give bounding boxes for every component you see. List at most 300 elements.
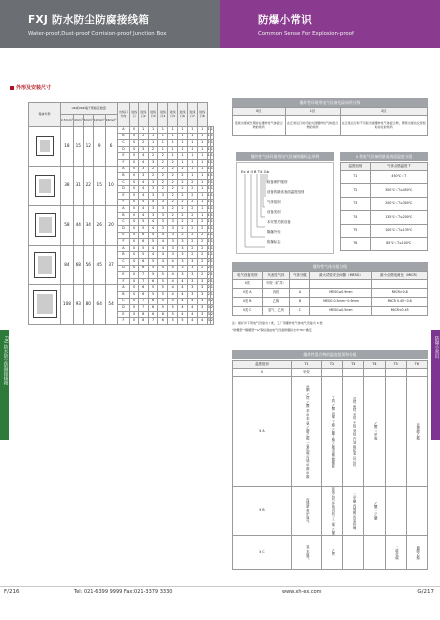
table-cell: 4 <box>138 186 148 193</box>
table-cell: 3 <box>148 192 158 199</box>
table-cell: 1 <box>210 232 213 239</box>
table-cell: 3 <box>168 252 178 259</box>
th-size-6: 6mm² <box>83 115 93 127</box>
table-cell: 2 <box>148 166 158 173</box>
class-table <box>232 360 428 570</box>
table-cell: 1 <box>210 127 213 134</box>
table-cell: E <box>117 311 130 318</box>
table-cell: 0 <box>130 219 138 226</box>
temp-group: T4 <box>341 211 371 224</box>
th-size-2-5: 2.5mm² <box>61 115 74 127</box>
temp-group: T6 <box>341 237 371 250</box>
table-cell: 3 <box>197 311 207 318</box>
table-cell: 4 <box>178 291 188 298</box>
table-cell: 1 <box>197 173 207 180</box>
table-row <box>233 377 428 487</box>
table-cell: 6 <box>148 311 158 318</box>
gas-cell: II类 C <box>233 307 263 316</box>
table-cell: 3 <box>197 298 207 305</box>
table-cell: C <box>117 219 130 226</box>
table-cell: 1 <box>210 278 213 285</box>
table-cell: 2 <box>158 166 168 173</box>
gas-note-0: 注：煤矿井下用电气设备为 I 类，工厂用爆炸性气体电气设备为 II 类 <box>232 321 323 325</box>
class-cell: 丙烯腈 焦炉煤气 <box>292 487 322 536</box>
table-cell: 1 <box>210 212 213 219</box>
table-cell: 4 <box>187 298 197 305</box>
table-cell: 3 <box>178 258 188 265</box>
table-cell: 4 <box>178 285 188 292</box>
table-cell: 2 <box>187 225 197 232</box>
table-cell: 2 <box>187 239 197 246</box>
gas-col-header: 最大试验安全间隙（MESG） <box>310 272 372 280</box>
temp-table-title: II 类电气设备的最高表面温度分组 <box>340 152 428 161</box>
table-cell: 1 <box>197 179 207 186</box>
gas-col-header: 最小点燃电流比（MICR） <box>372 272 428 280</box>
table-cell: 1 <box>210 199 213 206</box>
table-cell: 2 <box>138 133 148 140</box>
table-row <box>233 535 428 569</box>
table-cell: 3 <box>187 278 197 285</box>
footer-divider <box>0 586 440 587</box>
table-cell: 5 <box>148 258 158 265</box>
terminal-count: 58 <box>61 206 74 246</box>
table-cell: 1 <box>210 245 213 252</box>
marking-diagram <box>236 162 334 254</box>
table-cell: 1 <box>210 285 213 292</box>
table-cell: 3 <box>168 219 178 226</box>
terminal-count: 38 <box>61 166 74 206</box>
table-cell: 3 <box>158 192 168 199</box>
terminal-count: 84 <box>61 245 74 285</box>
table-cell: 1 <box>197 166 207 173</box>
class-cell: 丙酮 乙烷 乙酸 苯 甲苯 氨 乙酸乙酯 一氧化碳 丙烯 甲醇 甲酸 <box>292 377 322 487</box>
table-cell: 2 <box>210 311 213 318</box>
table-cell: D <box>117 305 130 312</box>
th-size-16: 16mm² <box>105 115 117 127</box>
table-row <box>233 289 428 298</box>
table-cell: B <box>117 173 130 180</box>
table-cell: 0 <box>130 239 138 246</box>
terminal-count: 44 <box>73 206 83 246</box>
terminal-count: 22 <box>83 166 93 206</box>
table-cell: 1 <box>197 186 207 193</box>
table-cell: 2 <box>178 192 188 199</box>
terminal-grid <box>38 256 53 274</box>
box-outline-figure <box>29 245 61 285</box>
marking-label-6: 防爆标志 <box>267 240 281 244</box>
table-cell: 1 <box>207 159 210 166</box>
table-cell: 7 <box>148 318 158 325</box>
table-cell: 4 <box>178 298 188 305</box>
terminal-count: 56 <box>83 245 93 285</box>
table-cell: 1 <box>207 133 210 140</box>
table-cell: 2 <box>187 232 197 239</box>
box-drawing <box>34 252 57 278</box>
section-label <box>10 84 51 91</box>
table-cell: 1 <box>207 127 210 134</box>
table-cell: F <box>117 199 130 206</box>
table-cell: 6 <box>148 298 158 305</box>
table-cell: 3 <box>207 311 210 318</box>
table-cell: 2 <box>138 140 148 147</box>
table-row <box>29 245 214 252</box>
table-cell: 2 <box>158 173 168 180</box>
class-col-header: T6 <box>406 361 427 369</box>
gas-cell: 丙烷 <box>262 289 290 298</box>
table-cell: 4 <box>148 252 158 259</box>
table-cell: 0 <box>130 225 138 232</box>
class-cell: 甲烷 <box>292 369 322 377</box>
table-cell: 0 <box>130 179 138 186</box>
gas-cell: II类 B <box>233 298 263 307</box>
table-cell: 0 <box>130 258 138 265</box>
terminal-grid <box>39 217 52 233</box>
class-cell: 丁烷 乙醇 丙烯 丁醇 乙酸丁酯 乙酸戊酯 醋酸酐 <box>321 377 342 487</box>
th-entry-7: 进线口7 <box>187 103 197 127</box>
table-cell: 2 <box>187 199 197 206</box>
temp-col-ignition: 气体点燃温度 T <box>370 163 427 171</box>
box-outline-figure <box>29 127 61 167</box>
table-cell: 2 <box>197 239 207 246</box>
table-cell: 1 <box>178 159 188 166</box>
table-cell: A <box>117 127 130 134</box>
box-outline-figure <box>29 285 61 325</box>
th-entry-1: 进线口 <box>130 103 138 127</box>
table-cell: 3 <box>168 232 178 239</box>
table-cell: 6 <box>148 278 158 285</box>
table-cell: 0 <box>130 232 138 239</box>
section-label-text: 外形及安装尺寸 <box>16 85 52 91</box>
table-cell: C <box>117 258 130 265</box>
footer-website: www.xh-ex.com <box>282 589 322 595</box>
table-cell: 1 <box>158 133 168 140</box>
table-row <box>233 307 428 316</box>
table-cell: 1 <box>197 192 207 199</box>
temp-group: T3 <box>341 197 371 210</box>
table-cell: 1 <box>207 179 210 186</box>
table-cell: 3 <box>168 245 178 252</box>
table-cell: 6 <box>148 305 158 312</box>
temp-col-group: 温度组别 <box>341 163 371 171</box>
table-cell: 2 <box>207 265 210 272</box>
table-cell: 1 <box>207 192 210 199</box>
table-cell: 5 <box>138 219 148 226</box>
table-cell: 5 <box>158 298 168 305</box>
table-cell: 2 <box>178 219 188 226</box>
table-cell: 4 <box>158 245 168 252</box>
table-cell: 1 <box>210 146 213 153</box>
table-cell: 1 <box>187 146 197 153</box>
table-cell: 1 <box>207 199 210 206</box>
table-cell: 2 <box>168 186 178 193</box>
table-cell: 0 <box>130 212 138 219</box>
table-cell: 1 <box>207 212 210 219</box>
header-left-band <box>0 0 220 48</box>
table-cell: 3 <box>138 146 148 153</box>
page-number-right: G/217 <box>417 589 434 595</box>
table-cell: 3 <box>187 265 197 272</box>
marking-label-1: 设备的最高表面温度组别 <box>267 190 305 194</box>
table-cell: 1 <box>210 186 213 193</box>
table-cell: 5 <box>158 291 168 298</box>
table-cell: 5 <box>148 272 158 279</box>
terminal-count: 15 <box>93 166 105 206</box>
table-cell: 2 <box>207 272 210 279</box>
table-cell: 3 <box>197 278 207 285</box>
table-row <box>341 171 428 184</box>
table-cell: 5 <box>148 265 158 272</box>
table-cell: 1 <box>210 206 213 213</box>
table-cell: 1 <box>207 252 210 259</box>
page-subtitle-right: Common Sense For Explosion-proof <box>258 31 354 37</box>
table-row <box>341 211 428 224</box>
box-drawing <box>36 136 54 156</box>
table-row <box>233 280 428 289</box>
class-group-label: II A <box>233 377 292 487</box>
gas-cell: MICR 0.45~0.8 <box>372 298 428 307</box>
table-cell: 3 <box>207 298 210 305</box>
temp-group: T1 <box>341 171 371 184</box>
table-cell: 1 <box>197 133 207 140</box>
table-cell: 2 <box>168 173 178 180</box>
class-col-header: T1 <box>292 361 322 369</box>
gas-cell: B <box>290 298 310 307</box>
table-cell: 0 <box>130 140 138 147</box>
table-cell: 3 <box>197 291 207 298</box>
table-cell: B <box>117 212 130 219</box>
table-cell: 2 <box>178 186 188 193</box>
table-cell: 1 <box>168 140 178 147</box>
table-cell: 6 <box>138 285 148 292</box>
table-cell: 4 <box>168 285 178 292</box>
table-cell: 6 <box>158 311 168 318</box>
terminal-count: 80 <box>83 285 93 325</box>
table-cell: 3 <box>138 166 148 173</box>
table-cell: B <box>117 133 130 140</box>
table-cell: 1 <box>197 146 207 153</box>
box-outline-figure <box>29 166 61 206</box>
table-cell: 4 <box>138 159 148 166</box>
table-cell: 2 <box>197 245 207 252</box>
box-drawing <box>35 175 55 197</box>
class-cell: 二甲醚 丙烯醛 四氢呋喃 <box>343 487 364 536</box>
table-cell: 6 <box>138 265 148 272</box>
table-cell: 0 <box>130 166 138 173</box>
table-cell: 4 <box>138 192 148 199</box>
table-cell: 4 <box>158 252 168 259</box>
table-row <box>233 298 428 307</box>
table-cell: 1 <box>207 166 210 173</box>
table-row <box>341 237 428 250</box>
class-group-label: II B <box>233 487 292 536</box>
page-number-left: F/216 <box>4 589 20 595</box>
table-cell: 5 <box>168 311 178 318</box>
marking-title: 爆炸性气体环境用电气设备防爆标志举例 <box>236 152 334 161</box>
table-cell: 1 <box>210 225 213 232</box>
table-cell: 1 <box>168 127 178 134</box>
th-size-4: 4mm² <box>73 115 83 127</box>
table-cell: D <box>117 186 130 193</box>
table-cell: 3 <box>178 252 188 259</box>
table-cell: 3 <box>207 318 210 325</box>
table-cell: 1 <box>210 265 213 272</box>
table-cell: 4 <box>158 239 168 246</box>
class-cell: 戊烷 庚烷 辛烷 壬烷 癸烷 汽油 硫化氢 环己烷 <box>343 377 364 487</box>
table-cell: A <box>117 166 130 173</box>
table-cell: 3 <box>148 186 158 193</box>
class-cell <box>321 369 342 377</box>
table-cell: 1 <box>168 146 178 153</box>
table-cell: 0 <box>130 311 138 318</box>
class-col-header: T4 <box>364 361 385 369</box>
table-cell: 0 <box>130 318 138 325</box>
footer-contact: Tel: 021-6399 9999 Fax:021-3379 3330 <box>74 589 173 595</box>
bullet-icon <box>10 86 14 90</box>
th-entry-6: 进线口6 <box>178 103 188 127</box>
table-cell: 2 <box>168 212 178 219</box>
class-col-header: T3 <box>343 361 364 369</box>
table-row <box>341 224 428 237</box>
table-cell: 3 <box>158 199 168 206</box>
terminal-grid <box>37 294 53 314</box>
table-cell: 2 <box>187 186 197 193</box>
table-cell: B <box>117 252 130 259</box>
table-cell: 5 <box>158 285 168 292</box>
table-cell: 0 <box>130 146 138 153</box>
table-cell: 3 <box>148 159 158 166</box>
table-cell: 3 <box>187 258 197 265</box>
table-cell: 6 <box>138 232 148 239</box>
table-cell: A <box>117 245 130 252</box>
gas-cell: MESG≥0.9mm <box>310 289 372 298</box>
table-cell: E <box>117 192 130 199</box>
table-row <box>29 285 214 292</box>
th-size-10: 10mm² <box>93 115 105 127</box>
table-cell: 1 <box>207 153 210 160</box>
temp-range: 200℃＜T≤300℃ <box>370 197 427 210</box>
table-cell: 5 <box>158 305 168 312</box>
terminal-count: 45 <box>93 245 105 285</box>
class-cell: 环氧乙烷 环氧丙烷 丁二烯 乙烯 <box>321 487 342 536</box>
gas-cell: 甲烷（矿井） <box>262 280 290 289</box>
table-cell: 2 <box>178 199 188 206</box>
table-cell: 2 <box>187 219 197 226</box>
table-cell: 4 <box>148 232 158 239</box>
table-cell: 3 <box>207 305 210 312</box>
terminal-count: 34 <box>83 206 93 246</box>
gas-cell: A <box>290 289 310 298</box>
terminal-count: 108 <box>61 285 74 325</box>
table-cell: 4 <box>187 305 197 312</box>
table-cell: 2 <box>197 265 207 272</box>
table-cell: 5 <box>148 239 158 246</box>
table-row <box>341 197 428 210</box>
table-cell: 1 <box>187 127 197 134</box>
table-cell: 3 <box>158 206 168 213</box>
table-cell: 4 <box>138 212 148 219</box>
table-cell: 1 <box>207 239 210 246</box>
table-cell: 1 <box>210 179 213 186</box>
table-cell: 3 <box>148 179 158 186</box>
table-cell: 2 <box>158 159 168 166</box>
box-drawing <box>35 213 56 237</box>
table-cell: 5 <box>148 291 158 298</box>
table-cell: 1 <box>207 173 210 180</box>
table-cell: 1 <box>210 239 213 246</box>
th-entry-3: 进线口3 <box>148 103 158 127</box>
table-cell: 2 <box>178 206 188 213</box>
temp-range: 135℃＜T≤200℃ <box>370 211 427 224</box>
gas-cell: MICR<0.45 <box>372 307 428 316</box>
gas-table <box>232 271 428 316</box>
table-cell: 2 <box>158 179 168 186</box>
class-cell: 二硫化碳 <box>385 535 406 569</box>
zone-table-title: 爆炸性环境用电气设备危险场所分级 <box>232 98 428 107</box>
table-cell: 1 <box>158 140 168 147</box>
table-cell: 1 <box>197 199 207 206</box>
terminal-count: 31 <box>73 166 83 206</box>
table-cell: 4 <box>178 278 188 285</box>
terminal-count: 15 <box>73 127 83 167</box>
table-cell: 1 <box>148 127 158 134</box>
class-cell <box>406 487 427 536</box>
table-cell: 0 <box>130 153 138 160</box>
table-cell: A <box>117 206 130 213</box>
terminal-count: 54 <box>105 285 117 325</box>
table-cell: 5 <box>168 305 178 312</box>
table-cell: 1 <box>187 166 197 173</box>
class-cell <box>343 369 364 377</box>
table-cell: 2 <box>148 153 158 160</box>
table-cell: 2 <box>178 232 188 239</box>
table-cell: 2 <box>210 298 213 305</box>
table-cell: 0 <box>130 173 138 180</box>
table-cell: 3 <box>187 272 197 279</box>
table-cell: 3 <box>168 225 178 232</box>
terminal-grid <box>39 179 51 193</box>
table-cell: 1 <box>207 186 210 193</box>
table-cell: 1 <box>148 133 158 140</box>
box-drawing <box>33 290 57 318</box>
temp-range: 450℃＜T <box>370 171 427 184</box>
table-cell: 2 <box>207 285 210 292</box>
table-cell: 2 <box>168 159 178 166</box>
terminal-count: 10 <box>105 166 117 206</box>
table-cell: 2 <box>210 318 213 325</box>
table-cell: 3 <box>158 212 168 219</box>
table-cell: 1 <box>207 245 210 252</box>
gas-col-header: 电气设备类别 <box>233 272 263 280</box>
class-group-label: II C <box>233 535 292 569</box>
terminal-count: 93 <box>73 285 83 325</box>
zone-0-desc: 连续出现或长期存在爆炸性气体混合物的场所 <box>233 116 286 136</box>
marking-leader-lines <box>237 163 335 255</box>
class-cell: 氢 水煤气 <box>292 535 322 569</box>
header-right-band <box>220 0 440 48</box>
temp-table <box>340 162 428 251</box>
table-cell: 7 <box>138 305 148 312</box>
table-cell: 6 <box>138 258 148 265</box>
table-cell: 4 <box>148 245 158 252</box>
box-outline-figure <box>29 206 61 246</box>
table-cell: 5 <box>138 245 148 252</box>
marking-label-0: 设备保护级别 <box>267 180 288 184</box>
table-cell: 0 <box>130 285 138 292</box>
table-cell: 1 <box>178 146 188 153</box>
class-cell: 乙炔 <box>321 535 342 569</box>
table-cell: 2 <box>148 173 158 180</box>
terminal-count: 37 <box>105 245 117 285</box>
